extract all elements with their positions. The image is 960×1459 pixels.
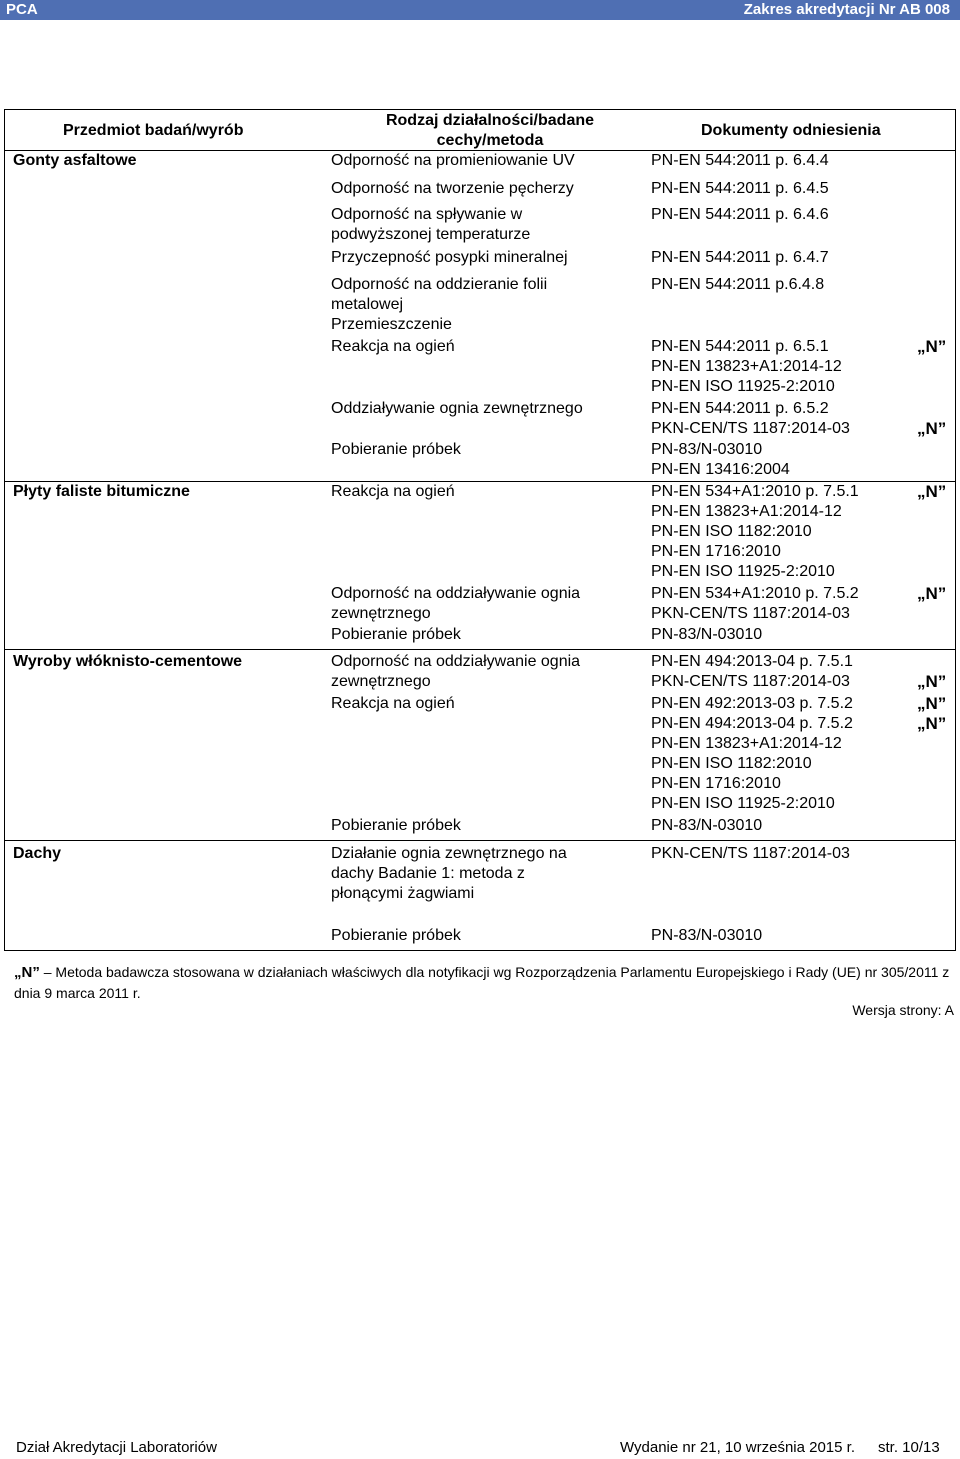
doc-cell: PN-EN 544:2011 p. 6.4.5 <box>651 180 829 197</box>
doc-cell: PN-EN 494:2013-04 p. 7.5.1 <box>651 653 853 670</box>
header-docs: Dokumenty odniesienia <box>701 122 881 139</box>
page-version: Wersja strony: A <box>852 1002 954 1018</box>
activity-cell: Pobieranie próbek <box>331 626 461 643</box>
activity-cell: Działanie ognia zewnętrznego na dachy Badanie 1: metoda z płonącymi żagwiami <box>331 845 567 902</box>
footer-right: str. 10/13 <box>878 1439 940 1456</box>
activity-cell: Pobieranie próbek <box>331 817 461 834</box>
doc-cell: PN-EN 494:2013-04 p. 7.5.2 <box>651 715 853 732</box>
activity-cell: Pobieranie próbek <box>331 927 461 944</box>
header-right: Zakres akredytacji Nr AB 008 <box>743 1 950 18</box>
doc-cell: PN-EN 13823+A1:2014-12 <box>651 503 842 520</box>
page-header <box>0 0 960 20</box>
notification-marker: „N” <box>917 482 947 501</box>
subject-dachy: Dachy <box>13 845 62 862</box>
header-left: PCA <box>6 1 38 18</box>
doc-cell: PN-EN ISO 11925-2:2010 <box>651 795 835 812</box>
doc-cell: PN-EN 1716:2010 <box>651 775 781 792</box>
footnote-text: – Metoda badawcza stosowana w działaniach właściwych dla notyfikacji wg Rozporządzenia Parlamentu Europejskiego i Rady (UE) nr 305/2011 z dnia 9 marca 2011 r. <box>14 964 950 1001</box>
activity-cell: Odporność na oddzieranie folii metalowej <box>331 276 548 313</box>
activity-cell: Odporność na oddziaływanie ognia zewnętrznego <box>331 653 581 690</box>
footer-left: Dział Akredytacji Laboratoriów <box>16 1439 217 1456</box>
notification-marker: „N” <box>917 337 947 356</box>
doc-cell: PN-EN 492:2013-03 p. 7.5.2 <box>651 695 853 712</box>
notification-marker: „N” <box>917 584 947 603</box>
page-footer <box>4 1438 956 1458</box>
footnote-marker: „N” <box>14 964 40 981</box>
activity-cell: Przyczepność posypki mineralnej <box>331 249 568 266</box>
doc-cell: PN-EN 534+A1:2010 p. 7.5.1 <box>651 483 859 500</box>
header-subject: Przedmiot badań/wyrób <box>63 122 244 139</box>
activity-cell: Odporność na oddziaływanie ognia zewnętrznego <box>331 585 581 622</box>
activity-cell: Odporność na spływanie w podwyższonej temperaturze <box>331 206 531 243</box>
accreditation-table <box>4 109 956 951</box>
notification-marker: „N” <box>917 714 947 733</box>
notification-marker: „N” <box>917 694 947 713</box>
doc-cell: PN-EN ISO 1182:2010 <box>651 755 812 772</box>
activity-cell: Reakcja na ogień <box>331 483 455 500</box>
activity-cell: Oddziaływanie ognia zewnętrznego <box>331 400 583 417</box>
activity-cell: Przemieszczenie <box>331 316 452 333</box>
activity-cell: Reakcja na ogień <box>331 695 455 712</box>
doc-cell: PN-83/N-03010 <box>651 817 763 834</box>
doc-cell: PN-EN ISO 1182:2010 <box>651 523 812 540</box>
doc-cell: PN-EN ISO 11925-2:2010 <box>651 378 835 395</box>
doc-cell: PKN-CEN/TS 1187:2014-03 <box>651 845 850 862</box>
subject-gonty: Gonty asfaltowe <box>13 152 137 169</box>
doc-cell: PKN-CEN/TS 1187:2014-03 <box>651 605 850 622</box>
doc-cell: PN-EN 544:2011 p. 6.4.6 <box>651 206 829 223</box>
activity-cell: Odporność na tworzenie pęcherzy <box>331 180 574 197</box>
activity-cell: Odporność na promieniowanie UV <box>331 152 575 169</box>
subject-plyty: Płyty faliste bitumiczne <box>13 483 190 500</box>
doc-cell: PN-EN 534+A1:2010 p. 7.5.2 <box>651 585 859 602</box>
header-activity: Rodzaj działalności/badane cechy/metoda <box>385 112 595 149</box>
doc-cell: PN-EN 544:2011 p.6.4.8 <box>651 276 825 293</box>
footer-middle: Wydanie nr 21, 10 września 2015 r. <box>620 1439 855 1456</box>
doc-cell: PN-83/N-03010 <box>651 927 763 944</box>
doc-cell: PN-83/N-03010 <box>651 626 763 643</box>
doc-cell: PN-EN 13823+A1:2014-12 <box>651 358 842 375</box>
doc-cell: PKN-CEN/TS 1187:2014-03 <box>651 420 850 437</box>
doc-cell: PN-EN 544:2011 p. 6.5.1 <box>651 338 829 355</box>
row-divider <box>5 649 955 650</box>
doc-cell: PN-83/N-03010 <box>651 441 763 458</box>
doc-cell: PN-EN 544:2011 p. 6.4.7 <box>651 249 829 266</box>
doc-cell: PN-EN 13823+A1:2014-12 <box>651 735 842 752</box>
subject-wyroby: Wyroby włóknisto-cementowe <box>13 653 243 670</box>
doc-cell: PN-EN 1716:2010 <box>651 543 781 560</box>
doc-cell: PKN-CEN/TS 1187:2014-03 <box>651 673 850 690</box>
doc-cell: PN-EN 13416:2004 <box>651 461 790 478</box>
row-divider <box>5 840 955 841</box>
notification-marker: „N” <box>917 672 947 691</box>
footnote <box>14 962 954 1003</box>
doc-cell: PN-EN 544:2011 p. 6.5.2 <box>651 400 829 417</box>
notification-marker: „N” <box>917 419 947 438</box>
doc-cell: PN-EN 544:2011 p. 6.4.4 <box>651 152 829 169</box>
doc-cell: PN-EN ISO 11925-2:2010 <box>651 563 835 580</box>
activity-cell: Reakcja na ogień <box>331 338 455 355</box>
activity-cell: Pobieranie próbek <box>331 441 461 458</box>
